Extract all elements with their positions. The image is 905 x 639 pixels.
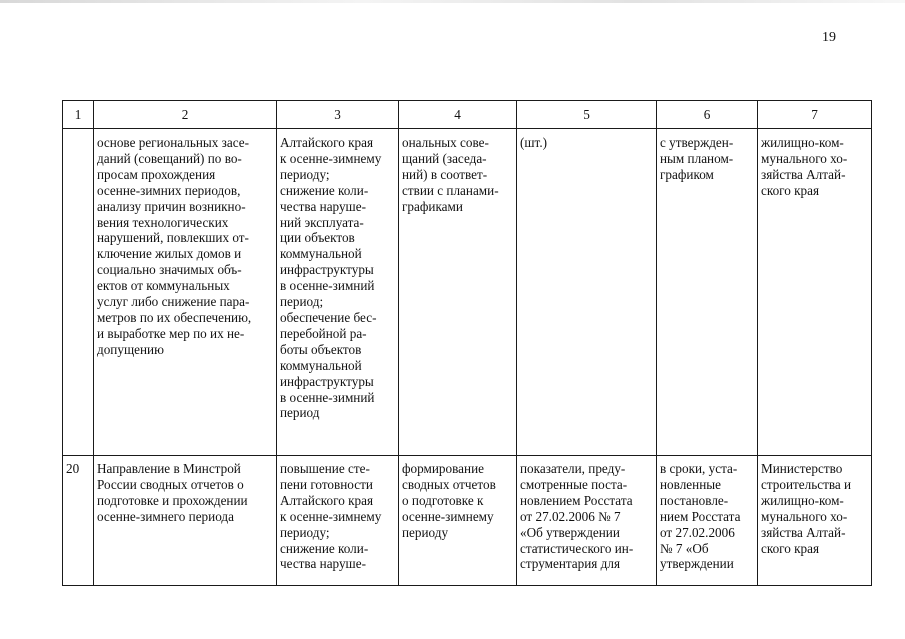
responsible-cell: Министерство строительства и жилищно-ком- мунального хо- зяйства Алтай- ского края [758,456,872,586]
indicator-cell: показатели, преду- смотренные поста- новлением Росстата от 27.02.2006 № 7 «Об утверждении статистического ин- струментария для [517,456,657,586]
column-header-2: 2 [94,101,277,129]
scan-top-edge [0,0,905,3]
column-header-5: 5 [517,101,657,129]
column-header-1: 1 [63,101,94,129]
column-header-7: 7 [758,101,872,129]
table-header [63,101,872,129]
indicator-cell: (шт.) [517,129,657,456]
measures-table [62,100,872,586]
activity-cell: ональных сове- щаний (заседа- ний) в соответ- ствии с планами- графиками [399,129,517,456]
activity-cell: формирование сводных отчетов о подготовке к осенне-зимнему периоду [399,456,517,586]
table-row [63,456,872,586]
table-row [63,129,872,456]
measure-description-cell: основе региональных засе- даний (совещаний) по во- просам прохождения осенне-зимних периодов, анализу причин возникно- вения технологических нарушений, повлекших от- ключение жилых домов и социально значимых объ- ектов от коммунальных услуг либо снижение пара- метров по их обеспечению, и выработке мер по их не- допущению [94,129,277,456]
column-header-4: 4 [399,101,517,129]
deadline-cell: с утвержден- ным планом- графиком [657,129,758,456]
responsible-cell: жилищно-ком- мунального хо- зяйства Алтай- ского края [758,129,872,456]
row-number-cell [63,129,94,456]
row-number-cell: 20 [63,456,94,586]
page-number: 19 [822,30,836,45]
measure-description-cell: Направление в Минстрой России сводных отчетов о подготовке и прохождении осенне-зимнего периода [94,456,277,586]
expected-result-cell: Алтайского края к осенне-зимнему периоду; снижение коли- чества наруше- ний эксплуата- ции объектов коммунальной инфраструктуры в осенне-зимний период; обеспечение бес- перебойной ра- боты объектов коммунальной инфраструктуры в осенне-зимний период [277,129,399,456]
header-row [63,101,872,129]
column-header-6: 6 [657,101,758,129]
deadline-cell: в сроки, уста- новленные постановле- нием Росстата от 27.02.2006 № 7 «Об утверждении [657,456,758,586]
column-header-3: 3 [277,101,399,129]
expected-result-cell: повышение сте- пени готовности Алтайского края к осенне-зимнему периоду; снижение коли- чества наруше- [277,456,399,586]
